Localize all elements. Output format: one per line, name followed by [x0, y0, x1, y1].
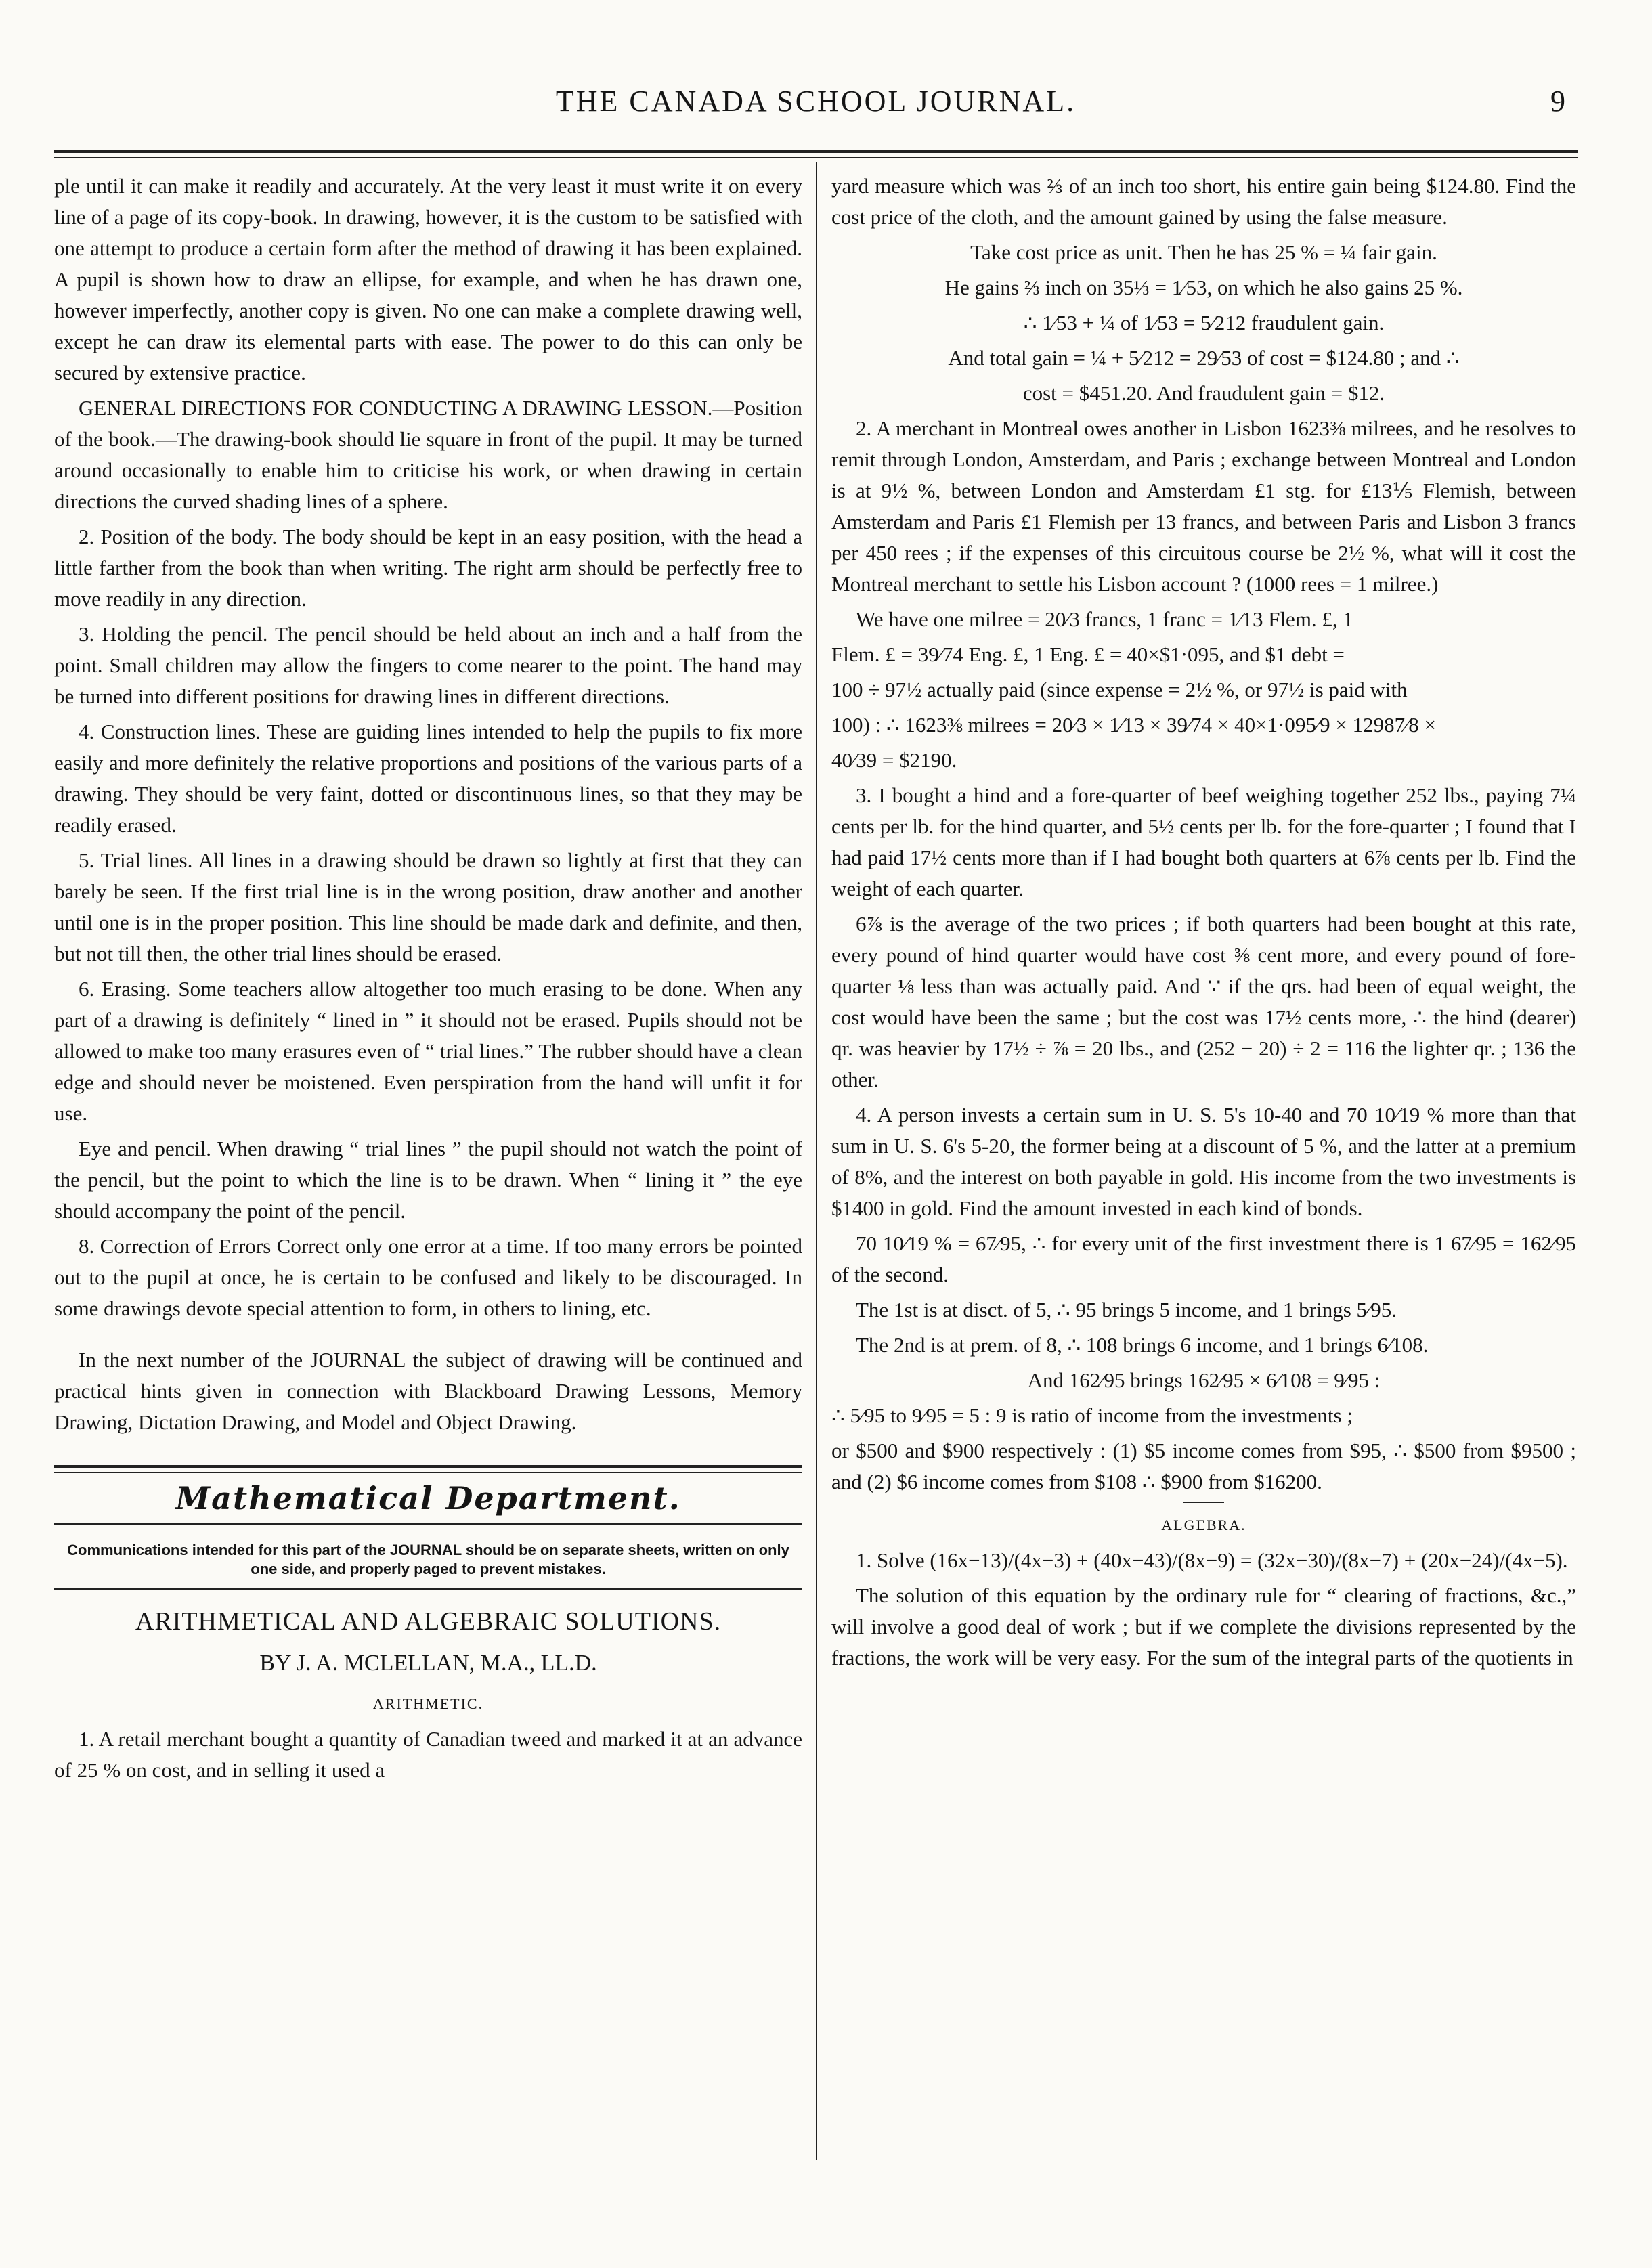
- header-rule-thin: [54, 157, 1578, 158]
- divider: [54, 1523, 802, 1525]
- column-divider: [816, 162, 817, 2160]
- math-line: 100) : ∴ 1623⅜ milrees = 20⁄3 × 1⁄13 × 39⁄74 × 40×1·095⁄9 × 12987⁄8 ×: [831, 713, 1436, 737]
- paragraph: The solution of this equation by the ordinary rule for “ clearing of fractions, &c.,” will involve a good deal of work ; but if we complete the divisions represented by the fractions, the work will be very easy. For the sum of the integral parts of the quotients in: [831, 1584, 1576, 1670]
- paragraph: yard measure which was ⅔ of an inch too short, his entire gain being $124.80. Find the cost price of the cloth, and the amount gained by using the false measure.: [831, 174, 1576, 229]
- math-line: And 162⁄95 brings 162⁄95 × 6⁄108 = 9⁄95 :: [1027, 1368, 1381, 1392]
- math-line: 40⁄39 = $2190.: [831, 748, 957, 772]
- math-line: The 1st is at disct. of 5, ∴ 95 brings 5 income, and 1 brings 5⁄95.: [856, 1298, 1397, 1322]
- paragraph: 3. Holding the pencil. The pencil should be held about an inch and a half from the point. Small children may allow the fingers to come nearer to the point. The hand may be turned into different positions for drawing lines in different directions.: [54, 622, 802, 708]
- math-line: ∴ 5⁄95 to 9⁄95 = 5 : 9 is ratio of income from the investments ;: [831, 1403, 1353, 1427]
- spacer: [54, 1328, 802, 1345]
- math-line: cost = $451.20. And fraudulent gain = $12.: [1022, 381, 1385, 405]
- math-line: And total gain = ¼ + 5⁄212 = 29⁄53 of cost = $124.80 ; and ∴: [948, 346, 1460, 370]
- right-column: [831, 171, 1576, 1678]
- math-line: He gains ⅔ inch on 35⅓ = 1⁄53, on which he also gains 25 %.: [944, 276, 1463, 299]
- divider: [1183, 1502, 1224, 1503]
- paragraph: 4. Construction lines. These are guiding lines intended to help the pupils to fix more easily and more definitely the relative proportions and positions of the various parts of a drawing. They should be very faint, dotted or discontinuous lines, so that they may be readily erased.: [54, 720, 802, 837]
- paragraph: 2. Position of the body. The body should be kept in an easy position, with the head a little farther from the book than when writing. The right arm should be perfectly free to move readily in any direction.: [54, 525, 802, 611]
- section-heading: ARITHMETICAL AND ALGEBRAIC SOLUTIONS.: [135, 1607, 722, 1636]
- masthead: [54, 80, 1578, 134]
- math-line: ∴ 1⁄53 + ¼ of 1⁄53 = 5⁄212 fraudulent gain.: [1023, 311, 1385, 334]
- math-line: 100 ÷ 97½ actually paid (since expense = 2½ %, or 97½ is paid with: [831, 678, 1408, 701]
- department-note: Communications intended for this part of the JOURNAL should be on separate sheets, written on only one side, and properly paged to prevent mistakes.: [67, 1542, 789, 1577]
- paragraph: 4. A person invests a certain sum in U. S. 5's 10-40 and 70 10⁄19 % more than that sum in U. S. 6's 5-20, the former being at a discount of 5 %, and the latter at a premium of 8%, and the interest on both payable in gold. His income from the two investments is $1400 in gold. Find the amount invested in each kind of bonds.: [831, 1103, 1576, 1220]
- paragraph: 70 10⁄19 % = 67⁄95, ∴ for every unit of the first investment there is 1 67⁄95 = 162⁄95 of the second.: [831, 1231, 1576, 1286]
- math-line: 1. Solve (16x−13)/(4x−3) + (40x−43)/(8x−9) = (32x−30)/(8x−7) + (20x−24)/(4x−5).: [856, 1548, 1568, 1572]
- paragraph: 5. Trial lines. All lines in a drawing should be drawn so lightly at first that they can barely be seen. If the first trial line is in the wrong position, draw another and another until one is in the proper position. This line should be made dark and definite, and then, but not till then, the other trial lines should be erased.: [54, 848, 802, 965]
- byline: BY J. A. MCLELLAN, M.A., LL.D.: [259, 1651, 597, 1676]
- section-rule: [54, 1465, 802, 1473]
- left-column: [54, 171, 802, 1790]
- department-title: Mathematical Department.: [175, 1480, 681, 1517]
- math-line: The 2nd is at prem. of 8, ∴ 108 brings 6 income, and 1 brings 6⁄108.: [856, 1333, 1429, 1357]
- subheading: ARITHMETIC.: [372, 1695, 484, 1712]
- math-line: Take cost price as unit. Then he has 25 % = ¼ fair gain.: [970, 240, 1437, 264]
- paragraph: GENERAL DIRECTIONS FOR CONDUCTING A DRAWING LESSON.—Position of the book.—The drawing-book should lie square in front of the pupil. It may be turned around occasionally to enable him to criticise his work, or when drawing in certain directions the curved shading lines of a sphere.: [54, 396, 802, 513]
- paragraph: 3. I bought a hind and a fore-quarter of beef weighing together 252 lbs., paying 7¼ cents per lb. for the hind quarter, and 5½ cents per lb. for the fore-quarter ; I found that I had paid 17½ cents more than if I had bought both quarters at 6⅞ cents per lb. Find the weight of each quarter.: [831, 783, 1576, 900]
- paragraph: 8. Correction of Errors Correct only one error at a time. If too many errors be pointed out to the pupil at once, he is certain to be confused and likely to be discouraged. In some drawings devote special attention to form, in others to lining, etc.: [54, 1234, 802, 1320]
- journal-title: THE CANADA SCHOOL JOURNAL.: [555, 85, 1077, 118]
- header-rule: [54, 150, 1578, 153]
- paragraph: 6⅞ is the average of the two prices ; if both quarters had been bought at this rate, every pound of hind quarter would have cost ⅜ cent more, and every pound of fore-quarter ⅛ less than was actually paid. And ∵ if the qrs. had been of equal weight, the cost would have been the same ; but the cost was 17½ cents more, ∴ the hind (dearer) qr. was heavier by 17½ ÷ ⅞ = 20 lbs., and (252 − 20) ÷ 2 = 116 the lighter qr. ; 136 the other.: [831, 912, 1576, 1091]
- page-number: 9: [1550, 85, 1565, 118]
- paragraph: Eye and pencil. When drawing “ trial lines ” the pupil should not watch the point of the pencil, but the point to which the line is to be drawn. When “ lining it ” the eye should accompany the point of the pencil.: [54, 1137, 802, 1223]
- paragraph: In the next number of the JOURNAL the subject of drawing will be continued and practical hints given in connection with Blackboard Drawing Lessons, Memory Drawing, Dictation Drawing, and Model and Object Drawing.: [54, 1348, 802, 1434]
- paragraph: 2. A merchant in Montreal owes another in Lisbon 1623⅜ milrees, and he resolves to remit through London, Amsterdam, and Paris ; exchange between Montreal and London is at 9½ %, between London and Amsterdam £1 stg. for £13⅕ Flemish, between Amsterdam and Paris £1 Flemish per 13 francs, and between Paris and Lisbon 3 francs per 450 rees ; if the expenses of this circuitous course be 2½ %, what will it cost the Montreal merchant to settle his Lisbon account ? (1000 rees = 1 milree.): [831, 416, 1576, 596]
- paragraph: ple until it can make it readily and accurately. At the very least it must write it on every line of a page of its copy-book. In drawing, however, it is the custom to be satisfied with one attempt to produce a certain form after the method of drawing it has been explained. A pupil is shown how to draw an ellipse, for example, and when he has drawn one, however imperfectly, another copy is given. No one can make a complete drawing well, except he can draw its elemental parts with ease. The power to do this can only be secured by extensive practice.: [54, 174, 802, 385]
- paragraph: 1. A retail merchant bought a quantity of Canadian tweed and marked it at an advance of 25 % on cost, and in selling it used a: [54, 1727, 802, 1782]
- math-line: Flem. £ = 39⁄74 Eng. £, 1 Eng. £ = 40×$1·095, and $1 debt =: [831, 642, 1345, 666]
- math-line: We have one milree = 20⁄3 francs, 1 franc = 1⁄13 Flem. £, 1: [856, 607, 1353, 631]
- subheading: ALGEBRA.: [1161, 1517, 1246, 1533]
- paragraph: 6. Erasing. Some teachers allow altogether too much erasing to be done. When any part of a drawing is definitely “ lined in ” it should not be erased. Pupils should not be allowed to make too many erasures even of “ trial lines.” The rubber should have a clean edge and should never be moistened. Even perspiration from the hand will unfit it for use.: [54, 977, 802, 1125]
- paragraph: or $500 and $900 respectively : (1) $5 income comes from $95, ∴ $500 from $9500 ; and (2) $6 income comes from $108 ∴ $900 from $16200.: [831, 1439, 1576, 1493]
- divider: [54, 1588, 802, 1590]
